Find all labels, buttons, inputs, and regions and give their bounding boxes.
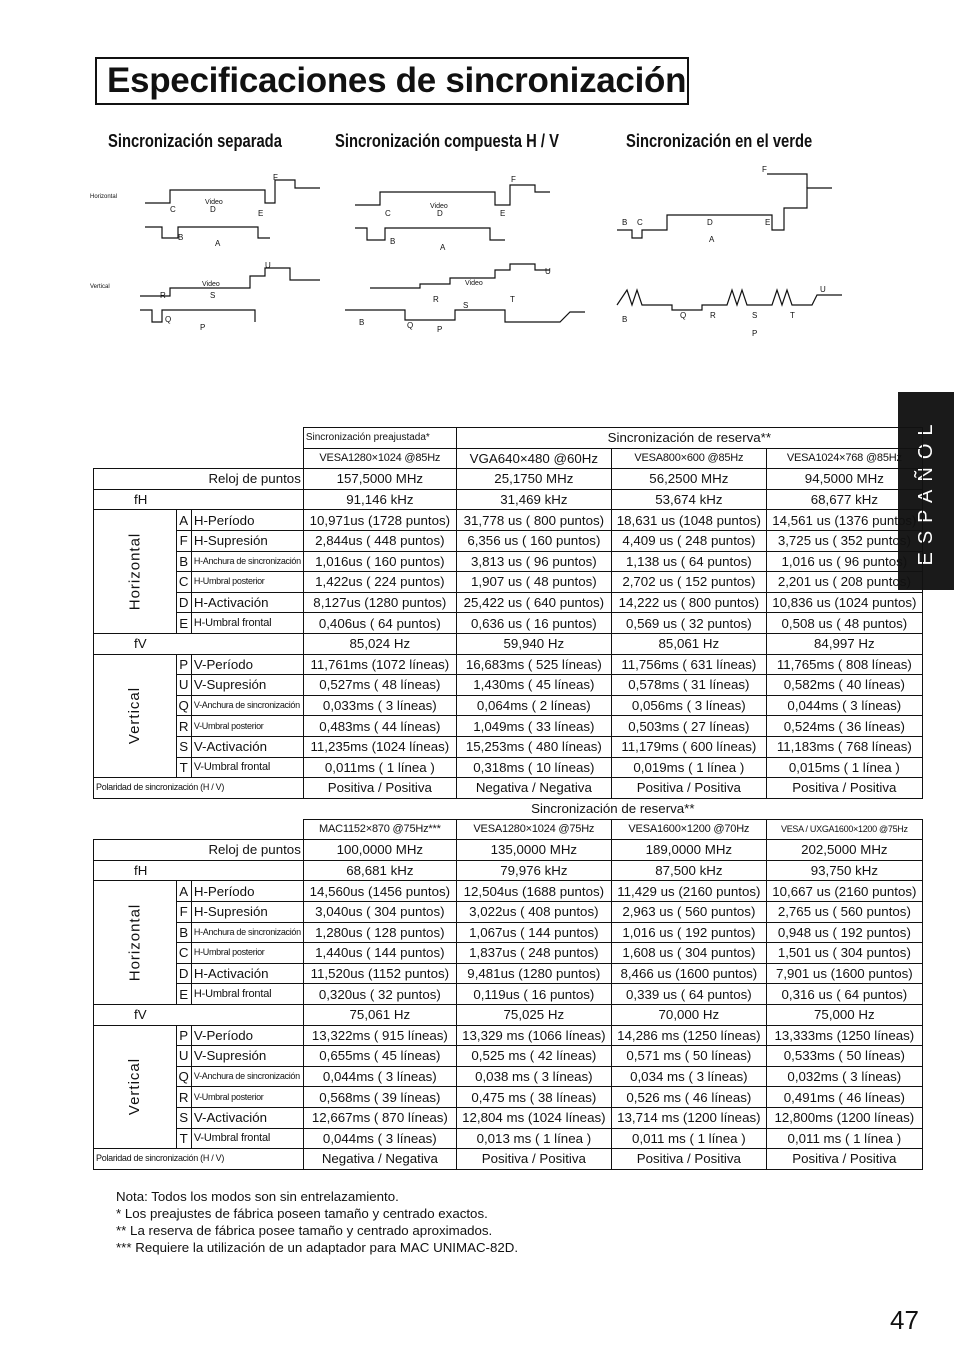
mode-header: VGA640×480 @60Hz [456,448,611,469]
value-cell: 0,582ms ( 40 líneas) [766,675,922,696]
value-cell: 202,5000 MHz [766,840,922,861]
label-a3: A [709,235,715,244]
label-s2: S [463,301,469,310]
value-cell: 0,483ms ( 44 líneas) [303,716,456,737]
value-cell: 100,0000 MHz [303,840,456,861]
value-cell: 12,804 ms (1024 líneas) [456,1107,611,1128]
value-cell: 11,429 us (2160 puntos) [611,881,766,902]
value-cell: 7,901 us (1600 puntos) [766,963,922,984]
label-d3: D [707,218,713,227]
row-name: H-Umbral frontal [191,984,303,1005]
value-cell: 10,971us (1728 puntos) [303,510,456,531]
value-cell: 0,119us ( 16 puntos) [456,984,611,1005]
value-cell: 189,0000 MHz [611,840,766,861]
label-horizontal: Horizontal [90,194,118,200]
value-cell: 2,963 us ( 560 puntos) [611,901,766,922]
value-cell: 0,033ms ( 3 líneas) [303,695,456,716]
value-cell: 1,049ms ( 33 líneas) [456,716,611,737]
table-row [94,922,923,943]
page-number: 47 [890,1305,919,1335]
label-e: E [258,209,264,218]
row-letter: U [176,1046,191,1067]
value-cell: 0,503ms ( 27 líneas) [611,716,766,737]
value-cell: 84,997 Hz [766,633,922,654]
row-letter: E [176,613,191,634]
value-cell: 11,756ms ( 631 líneas) [611,654,766,675]
title-box [95,57,689,105]
value-cell: 0,475 ms ( 38 líneas) [456,1087,611,1108]
table-row [94,716,923,737]
row-name: H-Período [191,510,303,531]
label-c3: C [637,218,643,227]
row-name: V-Activación [191,736,303,757]
timing-diagram-separate [90,160,330,350]
value-cell: 2,702 us ( 152 puntos) [611,572,766,593]
table-row [94,963,923,984]
value-cell: 1,837us ( 248 puntos) [456,943,611,964]
row-letter: S [176,736,191,757]
spec-table-2 [93,799,923,1170]
value-cell: 25,1750 MHz [456,469,611,490]
table-row [94,757,923,778]
value-cell: 6,356 us ( 160 puntos) [456,530,611,551]
row-letter: A [176,510,191,531]
value-cell: 0,056ms ( 3 líneas) [611,695,766,716]
table-row [94,675,923,696]
group-label [94,1025,177,1149]
row-name: V-Período [191,1025,303,1046]
value-cell: Positiva / Positiva [456,1149,611,1170]
table-row [94,1025,923,1046]
row-label: Polaridad de sincronización (H / V) [94,1149,304,1170]
value-cell: Positiva / Positiva [611,778,766,799]
value-cell: 0,527ms ( 48 líneas) [303,675,456,696]
row-letter: F [176,901,191,922]
row-letter: B [176,551,191,572]
row-letter: B [176,922,191,943]
value-cell: 11,235ms (1024 líneas) [303,736,456,757]
reserve-header: Sincronización de reserva** [531,801,695,817]
value-cell: 59,940 Hz [456,633,611,654]
value-cell: 0,578ms ( 31 líneas) [611,675,766,696]
row-letter: S [176,1107,191,1128]
value-cell: 0,011 ms ( 1 línea ) [766,1128,922,1149]
value-cell: 0,339 us ( 64 puntos) [611,984,766,1005]
table-row [94,551,923,572]
row-name: H-Umbral posterior [191,572,303,593]
row-name: V-Supresión [191,1046,303,1067]
value-cell: 10,667 us (2160 puntos) [766,881,922,902]
row-letter: R [176,1087,191,1108]
row-name: V-Umbral frontal [191,1128,303,1149]
value-cell: 75,061 Hz [303,1004,456,1025]
note-line: *** Requiere la utilización de un adaptador para MAC UNIMAC-82D. [116,1240,519,1255]
value-cell: 1,430ms ( 45 líneas) [456,675,611,696]
value-cell: 2,844us ( 448 puntos) [303,530,456,551]
value-cell: 3,040us ( 304 puntos) [303,901,456,922]
table-row [94,943,923,964]
value-cell: 87,500 kHz [611,860,766,881]
table-row [94,613,923,634]
value-cell: 0,044ms ( 3 líneas) [766,695,922,716]
value-cell: 1,016 us ( 96 puntos) [766,551,922,572]
value-cell: 1,608 us ( 304 puntos) [611,943,766,964]
label-p2: P [437,325,443,334]
table-row [94,695,923,716]
label-q: Q [165,315,172,324]
label-a2: A [440,243,446,252]
value-cell: Negativa / Negativa [303,1149,456,1170]
row-label: Reloj de puntos [94,840,304,861]
value-cell: 1,138 us ( 64 puntos) [611,551,766,572]
row-letter: F [176,530,191,551]
row-letter: C [176,572,191,593]
value-cell: 12,504us (1688 puntos) [456,881,611,902]
language-tab-label: ESPAÑOL [915,416,937,566]
label-a: A [215,239,221,248]
value-cell: 14,560us (1456 puntos) [303,881,456,902]
value-cell: 1,501 us ( 304 puntos) [766,943,922,964]
mode-header: VESA800×600 @85Hz [611,448,766,469]
value-cell: 56,2500 MHz [611,469,766,490]
value-cell: 0,032ms ( 3 líneas) [766,1066,922,1087]
label-video-h2: Video [430,203,448,210]
value-cell: 14,286 ms (1250 líneas) [611,1025,766,1046]
value-cell: 0,019ms ( 1 línea ) [611,757,766,778]
value-cell: 75,000 Hz [766,1004,922,1025]
value-cell: 0,013 ms ( 1 línea ) [456,1128,611,1149]
row-name: V-Período [191,654,303,675]
value-cell: 1,422us ( 224 puntos) [303,572,456,593]
label-f: F [273,173,278,182]
label-b2: B [390,237,396,246]
table-row [94,530,923,551]
mode-header: VESA1600×1200 @70Hz [611,819,766,840]
row-name: V-Anchura de sincronización [191,695,303,716]
mode-header: MAC1152×870 @75Hz*** [303,819,456,840]
value-cell: 9,481us (1280 puntos) [456,963,611,984]
value-cell: 1,280us ( 128 puntos) [303,922,456,943]
row-letter: T [176,1128,191,1149]
row-name: H-Supresión [191,901,303,922]
group-label-text: Horizontal [126,903,144,982]
value-cell: 70,000 Hz [611,1004,766,1025]
row-letter: P [176,1025,191,1046]
value-cell: 4,409 us ( 248 puntos) [611,530,766,551]
label-s3: S [752,311,758,320]
value-cell: 11,179ms ( 600 líneas) [611,736,766,757]
value-cell: 2,765 us ( 560 puntos) [766,901,922,922]
table-row [94,881,923,902]
value-cell: 2,201 us ( 208 puntos) [766,572,922,593]
row-label: fV [94,633,304,654]
row-letter: D [176,592,191,613]
label-video-v2: Video [465,280,483,287]
footnotes [116,1188,518,1256]
mode-header: VESA / UXGA1600×1200 @75Hz [766,819,922,840]
timing-diagram-composite [345,160,595,350]
group-label [94,654,177,778]
table-row [94,736,923,757]
table-row [94,1087,923,1108]
row-name: H-Anchura de sincronización [191,551,303,572]
value-cell: 1,067us ( 144 puntos) [456,922,611,943]
label-f2: F [511,175,516,184]
mode-header: VESA1280×1024 @75Hz [456,819,611,840]
label-p3: P [752,329,758,338]
value-cell: 0,038 ms ( 3 líneas) [456,1066,611,1087]
row-letter: P [176,654,191,675]
value-cell: 3,725 us ( 352 puntos) [766,530,922,551]
label-r2: R [433,295,439,304]
row-name: H-Umbral posterior [191,943,303,964]
label-p: P [200,323,206,332]
label-d2: D [437,209,443,218]
table-row [94,633,923,654]
row-letter: Q [176,1066,191,1087]
value-cell: 14,561 us (1376 puntos) [766,510,922,531]
label-video-h: Video [205,199,223,206]
label-u3: U [820,285,826,294]
row-label: fV [94,1004,304,1025]
table-row [94,489,923,510]
value-cell: 0,015ms ( 1 línea ) [766,757,922,778]
value-cell: 0,568ms ( 39 líneas) [303,1087,456,1108]
value-cell: 10,836 us (1024 puntos) [766,592,922,613]
value-cell: 1,440us ( 144 puntos) [303,943,456,964]
note-line: Nota: Todos los modos son sin entrelazamiento. [116,1189,399,1204]
value-cell: 0,011ms ( 1 línea ) [303,757,456,778]
label-b2v: B [359,318,365,327]
value-cell: 14,222 us ( 800 puntos) [611,592,766,613]
table-row [94,1066,923,1087]
label-video-v: Video [202,281,220,288]
subheading-green: Sincronización en el verde [626,131,813,151]
row-letter: R [176,716,191,737]
value-cell: 3,813 us ( 96 puntos) [456,551,611,572]
label-u2: U [545,267,551,276]
group-label [94,510,177,634]
row-letter: U [176,675,191,696]
label-b3: B [622,218,628,227]
value-cell: 135,0000 MHz [456,840,611,861]
value-cell: 0,525 ms ( 42 líneas) [456,1046,611,1067]
value-cell: 0,044ms ( 3 líneas) [303,1128,456,1149]
preset-header: Sincronización preajustada* [303,428,456,449]
value-cell: 18,631 us (1048 puntos) [611,510,766,531]
row-letter: Q [176,695,191,716]
label-c: C [170,205,176,214]
label-q3: Q [680,311,687,320]
group-label-text: Horizontal [126,532,144,611]
value-cell: 0,569 us ( 32 puntos) [611,613,766,634]
row-name: V-Umbral posterior [191,1087,303,1108]
label-b: B [178,233,184,242]
value-cell: Negativa / Negativa [456,778,611,799]
table-row [94,572,923,593]
note-line: * Los preajustes de fábrica poseen tamaño y centrado exactos. [116,1206,488,1221]
table-row [94,1004,923,1025]
label-c2: C [385,209,391,218]
value-cell: 68,677 kHz [766,489,922,510]
value-cell: Positiva / Positiva [611,1149,766,1170]
group-label [94,881,177,1005]
value-cell: 12,800ms (1200 líneas) [766,1107,922,1128]
label-q2: Q [407,321,414,330]
value-cell: 85,061 Hz [611,633,766,654]
value-cell: 0,491ms ( 46 líneas) [766,1087,922,1108]
table-row [94,1046,923,1067]
label-d: D [210,205,216,214]
row-name: H-Umbral frontal [191,613,303,634]
value-cell: 0,316 us ( 64 puntos) [766,984,922,1005]
value-cell: 11,761ms (1072 líneas) [303,654,456,675]
value-cell: 1,016us ( 160 puntos) [303,551,456,572]
value-cell: Positiva / Positiva [766,1149,922,1170]
row-name: V-Activación [191,1107,303,1128]
row-name: V-Supresión [191,675,303,696]
value-cell: 0,948 us ( 192 puntos) [766,922,922,943]
table1-body [94,469,923,799]
row-name: V-Umbral frontal [191,757,303,778]
value-cell: 91,146 kHz [303,489,456,510]
page-title: Especificaciones de sincronización [107,61,687,100]
row-name: V-Anchura de sincronización [191,1066,303,1087]
table-row [94,1128,923,1149]
subheading-separate: Sincronización separada [108,131,282,151]
value-cell: 0,406us ( 64 puntos) [303,613,456,634]
value-cell: 85,024 Hz [303,633,456,654]
value-cell: 0,011 ms ( 1 línea ) [611,1128,766,1149]
table-row [94,1149,923,1170]
value-cell: 0,571 ms ( 50 líneas) [611,1046,766,1067]
value-cell: 1,016 us ( 192 puntos) [611,922,766,943]
table-row [94,778,923,799]
note-line: ** La reserva de fábrica posee tamaño y centrado aproximados. [116,1223,493,1238]
value-cell: Positiva / Positiva [303,778,456,799]
label-f3: F [762,165,767,174]
spec-table-1 [93,427,923,799]
label-s: S [210,291,216,300]
label-t2: T [510,295,515,304]
row-name: H-Anchura de sincronización [191,922,303,943]
value-cell: 11,765ms ( 808 líneas) [766,654,922,675]
value-cell: 8,466 us (1600 puntos) [611,963,766,984]
table-row [94,984,923,1005]
value-cell: 68,681 kHz [303,860,456,881]
value-cell: 13,329 ms (1066 líneas) [456,1025,611,1046]
row-letter: C [176,943,191,964]
row-letter: A [176,881,191,902]
value-cell: 25,422 us ( 640 puntos) [456,592,611,613]
row-name: H-Activación [191,592,303,613]
label-e2: E [500,209,506,218]
label-t3: T [790,311,795,320]
row-label: fH [94,860,304,881]
value-cell: 0,508 us ( 48 puntos) [766,613,922,634]
reserve-header: Sincronización de reserva** [456,428,922,449]
value-cell: 16,683ms ( 525 líneas) [456,654,611,675]
subheading-composite: Sincronización compuesta H / V [335,131,559,151]
value-cell: 8,127us (1280 puntos) [303,592,456,613]
value-cell: 0,655ms ( 45 líneas) [303,1046,456,1067]
table-row [94,860,923,881]
row-letter: D [176,963,191,984]
table-row [94,1107,923,1128]
value-cell: 11,520us (1152 puntos) [303,963,456,984]
group-label-text: Vertical [126,687,144,745]
value-cell: 0,636 us ( 16 puntos) [456,613,611,634]
value-cell: 0,524ms ( 36 líneas) [766,716,922,737]
value-cell: Positiva / Positiva [766,778,922,799]
label-e3: E [765,218,771,227]
label-u: U [265,261,271,270]
row-letter: E [176,984,191,1005]
value-cell: 79,976 kHz [456,860,611,881]
row-name: H-Supresión [191,530,303,551]
row-label: fH [94,489,304,510]
value-cell: 0,044ms ( 3 líneas) [303,1066,456,1087]
row-label: Reloj de puntos [94,469,304,490]
value-cell: 1,907 us ( 48 puntos) [456,572,611,593]
value-cell: 13,333ms (1250 líneas) [766,1025,922,1046]
value-cell: 12,667ms ( 870 líneas) [303,1107,456,1128]
value-cell: 0,034 ms ( 3 líneas) [611,1066,766,1087]
value-cell: 93,750 kHz [766,860,922,881]
table-row [94,654,923,675]
value-cell: 13,714 ms (1200 líneas) [611,1107,766,1128]
value-cell: 3,022us ( 408 puntos) [456,901,611,922]
label-b3v: B [622,315,628,324]
value-cell: 0,318ms ( 10 líneas) [456,757,611,778]
table-row [94,592,923,613]
row-name: H-Período [191,881,303,902]
value-cell: 0,526 ms ( 46 líneas) [611,1087,766,1108]
table-row [94,469,923,490]
value-cell: 0,320us ( 32 puntos) [303,984,456,1005]
value-cell: 94,5000 MHz [766,469,922,490]
mode-header: VESA1280×1024 @85Hz [303,448,456,469]
table-row [94,840,923,861]
value-cell: 157,5000 MHz [303,469,456,490]
value-cell: 31,469 kHz [456,489,611,510]
value-cell: 31,778 us ( 800 puntos) [456,510,611,531]
value-cell: 0,533ms ( 50 líneas) [766,1046,922,1067]
value-cell: 15,253ms ( 480 líneas) [456,736,611,757]
timing-diagram-green [612,160,862,350]
label-vertical: Vertical [90,284,110,290]
value-cell: 53,674 kHz [611,489,766,510]
group-label-text: Vertical [126,1058,144,1116]
label-r3: R [710,311,716,320]
table2-body [94,840,923,1170]
value-cell: 11,183ms ( 768 líneas) [766,736,922,757]
row-name: V-Umbral posterior [191,716,303,737]
label-r: R [160,291,166,300]
mode-header: VESA1024×768 @85Hz [766,448,922,469]
value-cell: 75,025 Hz [456,1004,611,1025]
table-row [94,901,923,922]
row-letter: T [176,757,191,778]
value-cell: 13,322ms ( 915 líneas) [303,1025,456,1046]
row-label: Polaridad de sincronización (H / V) [94,778,304,799]
value-cell: 0,064ms ( 2 líneas) [456,695,611,716]
row-name: H-Activación [191,963,303,984]
table-row [94,510,923,531]
